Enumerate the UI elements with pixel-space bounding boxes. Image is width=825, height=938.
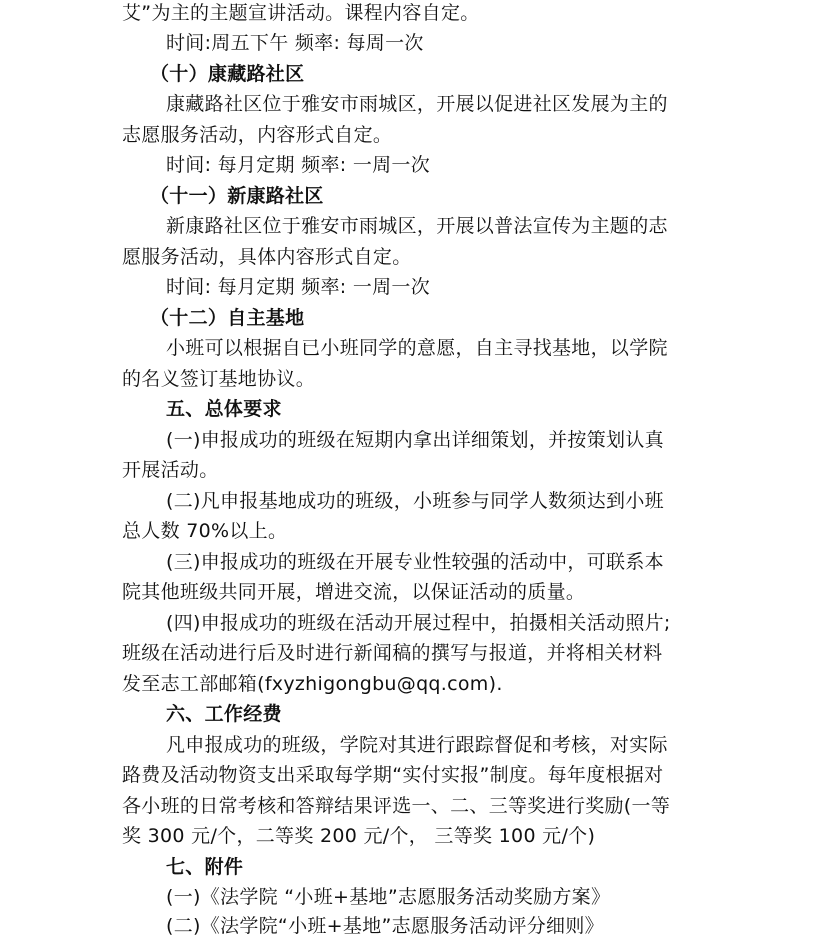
text-line: (一)申报成功的班级在短期内拿出详细策划，并按策划认真: [166, 429, 664, 451]
text-line: 康藏路社区位于雅安市雨城区，开展以促进社区发展为主的: [166, 93, 668, 115]
section-heading: （十二）自主基地: [150, 307, 305, 329]
text-line: 志愿服务活动，内容形式自定。: [122, 124, 393, 146]
text-line: 新康路社区位于雅安市雨城区，开展以普法宣传为主题的志: [166, 215, 668, 237]
text-line: 时间:周五下午 频率: 每周一次: [166, 32, 424, 54]
text-line: 凡申报成功的班级，学院对其进行跟踪督促和考核，对实际: [166, 734, 668, 756]
text-line: 艾”为主的主题宣讲活动。课程内容自定。: [122, 2, 480, 24]
text-line: 班级在活动进行后及时进行新闻稿的撰写与报道，并将相关材料: [122, 642, 663, 664]
text-line: 发至志工部邮箱(fxyzhigongbu@qq.com).: [122, 673, 503, 695]
text-line: 奖 300 元/个，二等奖 200 元/个， 三等奖 100 元/个): [122, 825, 596, 847]
text-line: 路费及活动物资支出采取每学期“实付实报”制度。每年度根据对: [122, 764, 664, 786]
text-line: 愿服务活动，具体内容形式自定。: [122, 246, 412, 268]
text-line: (一)《法学院 “小班+基地”志愿服务活动奖励方案》: [166, 886, 611, 908]
section-heading: 七、附件: [166, 856, 244, 878]
section-heading: （十）康藏路社区: [150, 63, 305, 85]
text-line: (四)申报成功的班级在活动开展过程中，拍摄相关活动照片;: [166, 612, 671, 634]
text-line: 时间: 每月定期 频率: 一周一次: [166, 154, 431, 176]
text-line: 开展活动。: [122, 459, 219, 481]
section-heading: 五、总体要求: [166, 398, 282, 420]
text-line: 院其他班级共同开展，增进交流，以保证活动的质量。: [122, 581, 586, 603]
text-line: 总人数 70%以上。: [122, 520, 288, 542]
text-line: 的名义签订基地协议。: [122, 368, 316, 390]
text-line: 时间: 每月定期 频率: 一周一次: [166, 276, 431, 298]
text-line: 小班可以根据自已小班同学的意愿，自主寻找基地，以学院: [166, 337, 668, 359]
text-line: 各小班的日常考核和答辩结果评选一、二、三等奖进行奖励(一等: [122, 795, 671, 817]
text-line: (二)凡申报基地成功的班级，小班参与同学人数须达到小班: [166, 490, 664, 512]
section-heading: （十一）新康路社区: [150, 185, 324, 207]
section-heading: 六、工作经费: [166, 703, 282, 725]
text-line: (三)申报成功的班级在开展专业性较强的活动中，可联系本: [166, 551, 664, 573]
text-line: (二)《法学院“小班+基地”志愿服务活动评分细则》: [166, 915, 604, 937]
